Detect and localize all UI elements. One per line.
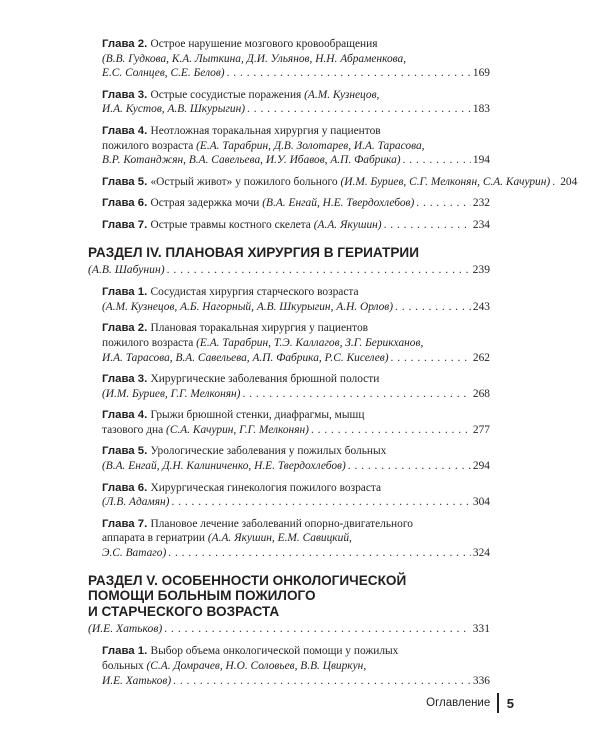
toc-entry-last-line xyxy=(102,351,490,366)
entry-text: И.А. Кустов, А.В. Шкурыгин) xyxy=(102,103,246,116)
dot-leader xyxy=(416,196,471,211)
entry-text: Сосудистая хирургия старческого возраста xyxy=(150,286,359,299)
toc-entry-line xyxy=(102,37,490,52)
page-number: 304 xyxy=(472,496,490,509)
toc-entry-last-line xyxy=(102,196,490,211)
dot-leader xyxy=(311,423,471,438)
page-number: 232 xyxy=(472,197,490,210)
section-author-line xyxy=(88,621,490,636)
dot-leader xyxy=(247,102,471,117)
chapter-label: Глава 6. xyxy=(102,481,151,494)
toc-entry-last-line xyxy=(102,546,490,561)
dot-leader xyxy=(168,546,471,561)
entry-text: Острое нарушение мозгового кровообращения xyxy=(150,38,378,50)
dot-leader xyxy=(173,674,471,689)
toc-entry-last-line xyxy=(102,423,490,438)
dot-leader xyxy=(348,459,471,474)
toc-entry[interactable] xyxy=(88,481,490,510)
chapter-label: Глава 6. xyxy=(102,197,151,210)
dot-leader xyxy=(403,153,471,168)
toc-entry[interactable] xyxy=(88,175,578,190)
section-5 xyxy=(88,573,490,637)
toc-entry[interactable] xyxy=(88,285,490,314)
entry-text: Хирургические заболевания брюшной полости xyxy=(150,373,380,386)
toc-entry[interactable] xyxy=(88,644,490,688)
dot-leader xyxy=(167,262,471,277)
entry-text: тазового дна (С.А. Качурин, Г.Г. Мелконян) xyxy=(102,423,309,436)
dot-leader xyxy=(384,218,471,233)
chapter-label: Глава 1. xyxy=(102,645,151,658)
section-title-line: РАЗДЕЛ V. ОСОБЕННОСТИ ОНКОЛОГИЧЕСКОЙ xyxy=(88,572,407,588)
page-number: 294 xyxy=(472,460,490,473)
section-author: (А.В. Шабунин) xyxy=(88,263,165,277)
entry-text: пожилого возраста (Е.А. Тарабрин, Т.Э. Каллагов, З.Г. Берикханов, xyxy=(102,336,424,349)
entry-text: (В.А. Енгай, Д.Н. Калиниченко, Н.Е. Твердохлебов) xyxy=(102,460,346,473)
toc-entry-line xyxy=(102,444,490,459)
entry-text: Е.С. Солнцев, С.Е. Белов) xyxy=(102,67,225,80)
section-author: (И.Е. Хатьков) xyxy=(88,622,163,636)
page-number: 268 xyxy=(472,387,490,400)
table-of-contents xyxy=(88,37,578,695)
page-number: 243 xyxy=(472,300,490,313)
page-number: 277 xyxy=(472,423,490,436)
toc-entry-line xyxy=(102,481,490,496)
page-number: 262 xyxy=(472,351,490,364)
chapter-label: Глава 7. xyxy=(102,218,151,231)
entry-text: аппарата в гериатрии (А.А. Якушин, Е.М. Савицкий, xyxy=(102,532,352,545)
chapter-label: Глава 7. xyxy=(102,517,151,530)
page-number: 331 xyxy=(472,622,490,636)
chapter-list xyxy=(88,37,578,233)
entry-text: больных (С.А. Домрачев, Н.О. Соловьев, В.В. Цвиркун, xyxy=(102,660,367,672)
toc-entry-line xyxy=(102,517,490,532)
toc-entry[interactable] xyxy=(88,408,490,437)
toc-entry[interactable] xyxy=(88,88,490,117)
toc-entry-line xyxy=(102,336,490,351)
dot-leader xyxy=(227,66,471,81)
toc-entry-line xyxy=(102,659,490,674)
entry-text: Глава 5. «Острый живот» у пожилого больного (И.М. Буриев, С.Г. Мелконян, С.А. Качурин) xyxy=(102,175,551,188)
section-title xyxy=(88,245,490,261)
section-title-line: ПОМОЩИ БОЛЬНЫМ ПОЖИЛОГО xyxy=(88,588,316,604)
toc-entry[interactable] xyxy=(88,196,490,211)
chapter-label: Глава 3. xyxy=(102,373,151,386)
chapter-list xyxy=(88,644,490,688)
toc-entry[interactable] xyxy=(88,372,490,401)
toc-entry-last-line xyxy=(102,218,490,233)
dot-leader xyxy=(164,621,470,636)
chapter-label: Глава 5. xyxy=(102,175,151,188)
toc-entry-line xyxy=(102,408,490,423)
toc-entry-last-line xyxy=(102,459,490,474)
footer-page-number: 5 xyxy=(506,695,514,711)
toc-entry[interactable] xyxy=(88,37,490,81)
page-number: 239 xyxy=(472,263,490,277)
section-4 xyxy=(88,245,490,278)
entry-text: Урологические заболевания у пожилых больных xyxy=(150,445,387,458)
dot-leader xyxy=(171,495,470,510)
page-footer xyxy=(426,693,514,713)
entry-text: Выбор объема онкологической помощи у пожилых xyxy=(150,645,399,658)
entry-text: (А.М. Кузнецов, А.Б. Нагорный, А.В. Шкурыгин, А.Н. Орлов) xyxy=(102,300,394,313)
dot-leader xyxy=(242,387,470,402)
section-title xyxy=(88,573,490,620)
section-author-line xyxy=(88,262,490,277)
toc-entry-last-line xyxy=(102,153,490,168)
chapter-label: Глава 5. xyxy=(102,445,151,458)
page-number: 204 xyxy=(560,175,578,188)
entry-text: В.Р. Котанджян, В.А. Савельева, И.У. Ибавов, А.П. Фабрика) xyxy=(102,154,401,167)
toc-entry-last-line xyxy=(102,66,490,81)
page-number: 324 xyxy=(472,547,490,560)
entry-text: Плановая торакальная хирургия у пациентов xyxy=(150,322,369,335)
entry-text: Хирургическая гинекология пожилого возраста xyxy=(150,481,382,494)
chapter-label: Глава 4. xyxy=(102,409,151,422)
entry-text: Э.С. Ватаго) xyxy=(102,547,167,560)
dot-leader xyxy=(395,300,471,315)
dot-leader xyxy=(552,175,558,190)
entry-text: Глава 7. Острые травмы костного скелета (А.А. Якушин) xyxy=(102,218,382,231)
toc-entry-line xyxy=(102,88,490,103)
toc-entry-line xyxy=(102,285,490,300)
page-number: 183 xyxy=(472,103,490,116)
section-title-line: И СТАРЧЕСКОГО ВОЗРАСТА xyxy=(88,603,280,619)
toc-entry-line xyxy=(102,372,490,387)
entry-text: И.Е. Хатьков) xyxy=(102,674,172,687)
toc-entry-last-line xyxy=(102,387,490,402)
toc-entry-line xyxy=(102,321,490,336)
entry-text: (И.М. Буриев, Г.Г. Мелконян) xyxy=(102,387,241,400)
chapter-list xyxy=(88,285,490,561)
entry-text: Грыжи брюшной стенки, диафрагмы, мышц xyxy=(150,409,365,422)
chapter-label: Глава 4. xyxy=(102,124,151,137)
page-number: 234 xyxy=(472,218,490,231)
page-number: 169 xyxy=(472,67,490,80)
toc-entry-last-line xyxy=(102,300,490,315)
toc-entry[interactable] xyxy=(88,444,490,473)
entry-text: И.А. Тарасова, В.А. Савельева, А.П. Фабрика, Р.С. Киселев) xyxy=(102,351,389,364)
page-number: 194 xyxy=(472,154,490,167)
entry-text: (В.В. Гудкова, К.А. Лыткина, Д.И. Ульянов, Н.Н. Абраменкова, xyxy=(102,52,407,65)
toc-entry-last-line xyxy=(102,495,490,510)
entry-text: пожилого возраста (Е.А. Тарабрин, Д.В. Золотарев, И.А. Тарасова, xyxy=(102,139,425,152)
dot-leader xyxy=(391,351,471,366)
section-title-line: РАЗДЕЛ IV. ПЛАНОВАЯ ХИРУРГИЯ В ГЕРИАТРИИ xyxy=(88,244,419,260)
chapter-label: Глава 1. xyxy=(102,286,151,299)
chapter-label: Глава 2. xyxy=(102,322,151,335)
toc-entry[interactable] xyxy=(88,321,490,365)
toc-entry-line xyxy=(102,124,490,139)
chapter-label: Глава 2. xyxy=(102,38,151,50)
toc-entry[interactable] xyxy=(88,218,490,233)
toc-entry-line xyxy=(102,644,490,659)
entry-text: Неотложная торакальная хирургия у пациентов xyxy=(150,124,381,137)
footer-divider xyxy=(497,693,499,713)
toc-entry[interactable] xyxy=(88,124,490,168)
page-number: 336 xyxy=(472,674,490,687)
entry-text: Острые сосудистые поражения (А.М. Кузнецов, xyxy=(150,88,380,101)
toc-entry-last-line xyxy=(102,175,578,190)
entry-text: Глава 6. Острая задержка мочи (В.А. Енгай, Н.Е. Твердохлебов) xyxy=(102,197,415,210)
toc-entry-line xyxy=(102,531,490,546)
entry-text: (Л.В. Адамян) xyxy=(102,496,170,509)
toc-entry-last-line xyxy=(102,674,490,689)
toc-entry-line xyxy=(102,139,490,154)
toc-entry-line xyxy=(102,52,490,67)
footer-label: Оглавление xyxy=(426,697,491,709)
chapter-label: Глава 3. xyxy=(102,88,151,101)
toc-entry[interactable] xyxy=(88,517,490,561)
entry-text: Плановое лечение заболеваний опорно-двигательного xyxy=(150,517,413,530)
toc-entry-last-line xyxy=(102,102,490,117)
